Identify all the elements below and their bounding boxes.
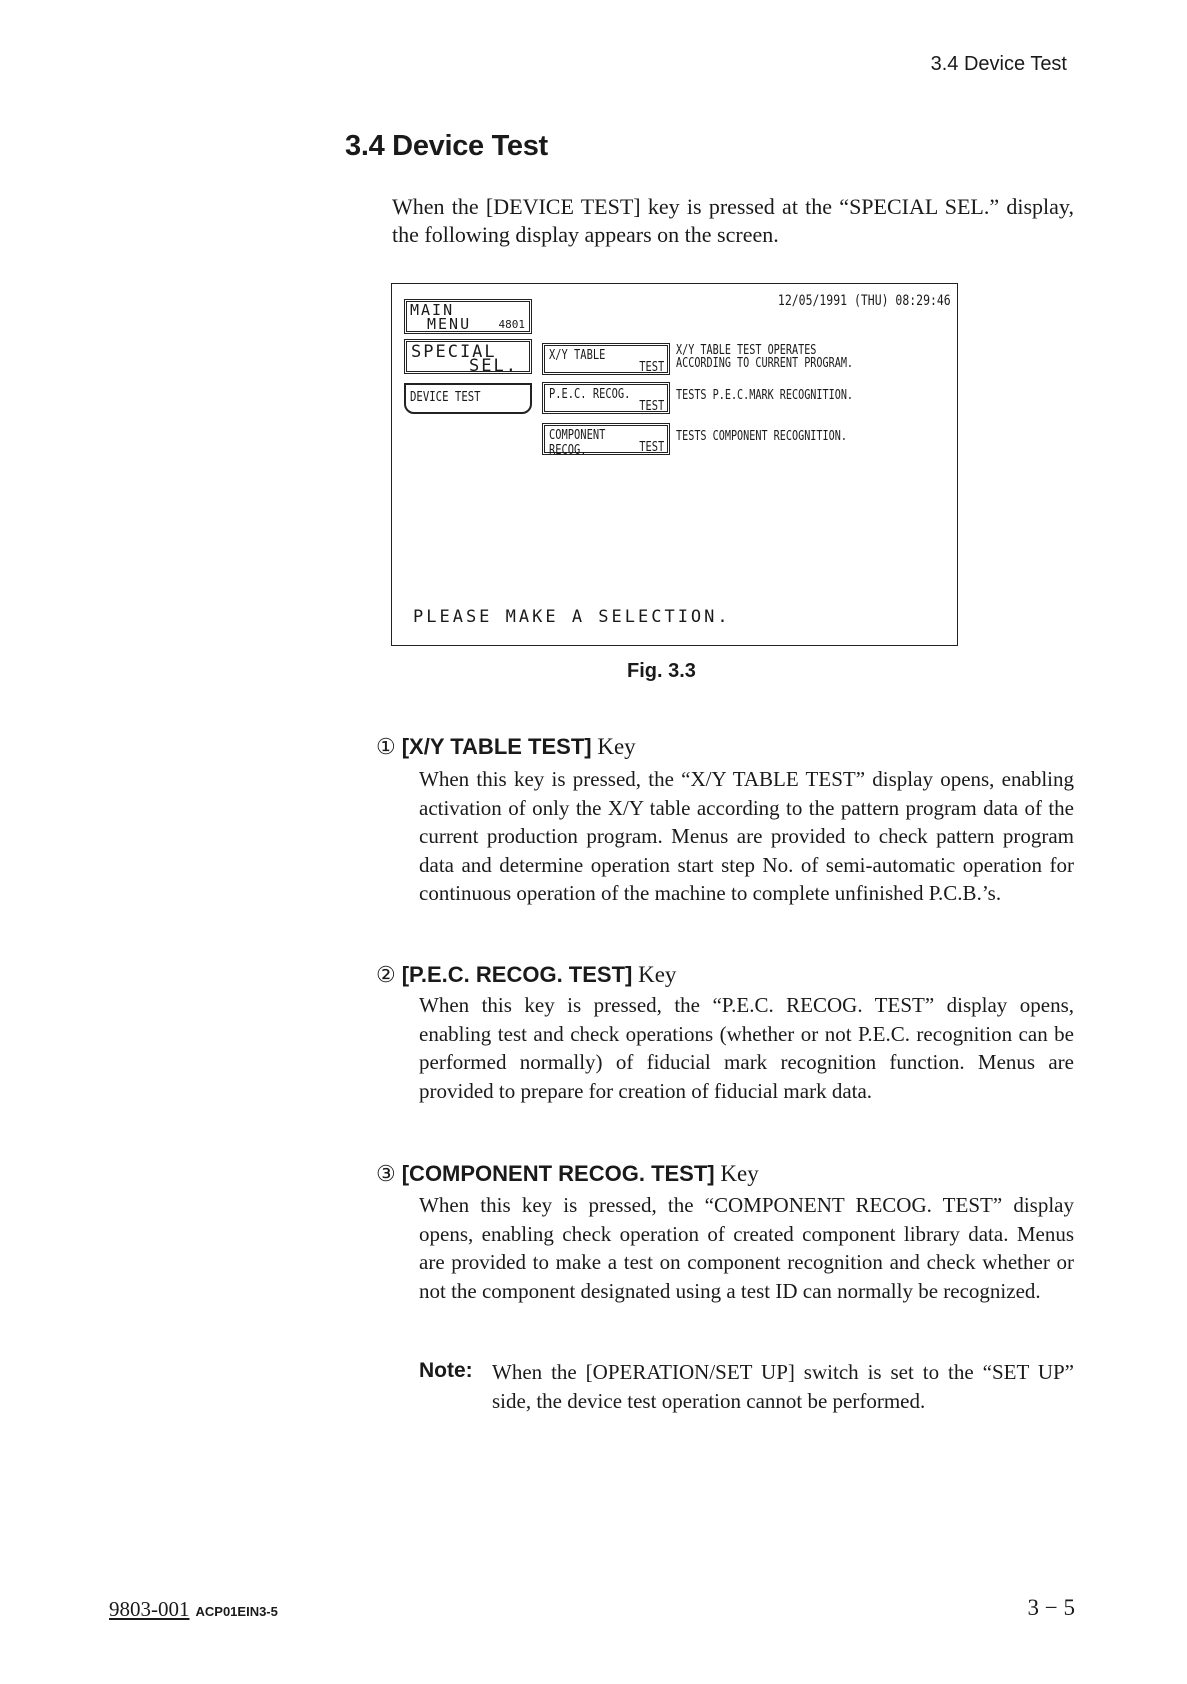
screen-timestamp: 12/05/1991 (THU) 08:29:46 (778, 293, 951, 309)
section-title: 3.4 Device Test (345, 130, 548, 162)
component-recog-test-key[interactable] (542, 423, 670, 458)
pec-recog-key-sub: TEST (638, 399, 664, 414)
footer-doc-number: 9803-001 (109, 1597, 190, 1621)
xy-table-description (676, 344, 853, 370)
note-label: Note: (419, 1359, 473, 1382)
special-sel-key[interactable] (404, 339, 532, 374)
xy-table-description-line-1: X/Y TABLE TEST OPERATES (676, 343, 817, 358)
note-body: When the [OPERATION/SET UP] switch is set to the “SET UP” side, the device test operation cannot be performed. (492, 1360, 1074, 1413)
item-2-key: [P.E.C. RECOG. TEST] (401, 962, 633, 987)
xy-table-key-label: X/Y TABLE (549, 348, 606, 363)
xy-table-test-key[interactable] (542, 343, 670, 375)
running-header: 3.4 Device Test (930, 53, 1067, 75)
device-test-label: DEVICE TEST (410, 390, 481, 405)
item-2-body: When this key is pressed, the “P.E.C. RECOG. TEST” display opens, enabling test and check operations (whether or not P.E.C. recognition can be performed normally) of fiducial mark recognition function. Menus are provided to prepare for creation of fiducial mark data. (419, 993, 1074, 1103)
footer-doc-id (109, 1597, 278, 1622)
item-3-heading (376, 1161, 759, 1187)
main-menu-label-1: MAIN (410, 301, 455, 319)
xy-table-key-sub: TEST (638, 360, 664, 375)
item-3-number: ③ (376, 1161, 396, 1186)
item-2-suffix: Key (638, 962, 677, 987)
main-menu-key[interactable] (404, 299, 532, 334)
item-1-heading (376, 734, 636, 760)
pec-recog-description-line: TESTS P.E.C.MARK RECOGNITION. (676, 388, 854, 403)
component-recog-key-label: COMPONENT RECOG. (549, 428, 606, 458)
item-3-key: [COMPONENT RECOG. TEST] (401, 1161, 715, 1186)
item-1-key: [X/Y TABLE TEST] (401, 734, 592, 759)
footer-page-number: 3 − 5 (1027, 1595, 1075, 1620)
component-recog-description-line: TESTS COMPONENT RECOGNITION. (676, 429, 847, 444)
footer-doc-code: ACP01EIN3-5 (195, 1604, 278, 1619)
item-1-suffix: Key (597, 734, 636, 759)
item-3-body: When this key is pressed, the “COMPONENT RECOG. TEST” display opens, enabling check operation of created component library data. Menus are provided to make a test on component recognition and check whether or not the component designated using a test ID can normally be recognized. (419, 1193, 1074, 1303)
item-3-suffix: Key (720, 1161, 759, 1186)
pec-recog-test-key[interactable] (542, 382, 670, 414)
special-sel-label-2: SEL. (469, 356, 518, 376)
item-1-body: When this key is pressed, the “X/Y TABLE TEST” display opens, enabling activation of only the X/Y table according to the pattern program data of the current production program. Menus are provided to check pattern program data and determine operation start step No. of semi-automatic operation for continuous operation of the machine to complete unfinished P.C.B.’s. (419, 767, 1074, 905)
pec-recog-key-label: P.E.C. RECOG. (549, 387, 631, 402)
item-2-heading (376, 962, 676, 988)
main-menu-label-2: MENU (427, 315, 472, 333)
figure-caption: Fig. 3.3 (627, 660, 696, 682)
screen-prompt: PLEASE MAKE A SELECTION. (413, 607, 731, 627)
xy-table-description-line-2: ACCORDING TO CURRENT PROGRAM. (676, 356, 854, 371)
special-sel-label-1: SPECIAL (411, 342, 497, 362)
item-1-number: ① (376, 734, 396, 759)
item-2-number: ② (376, 962, 396, 987)
component-recog-key-sub: TEST (638, 440, 664, 455)
intro-paragraph: When the [DEVICE TEST] key is pressed at the “SPECIAL SEL.” display, the following display appears on the screen. (392, 194, 1074, 247)
pec-recog-description (676, 389, 853, 402)
screen-figure (391, 283, 958, 646)
device-test-tab[interactable] (404, 383, 532, 414)
component-recog-description (676, 430, 847, 443)
main-menu-code: 4801 (498, 318, 525, 331)
